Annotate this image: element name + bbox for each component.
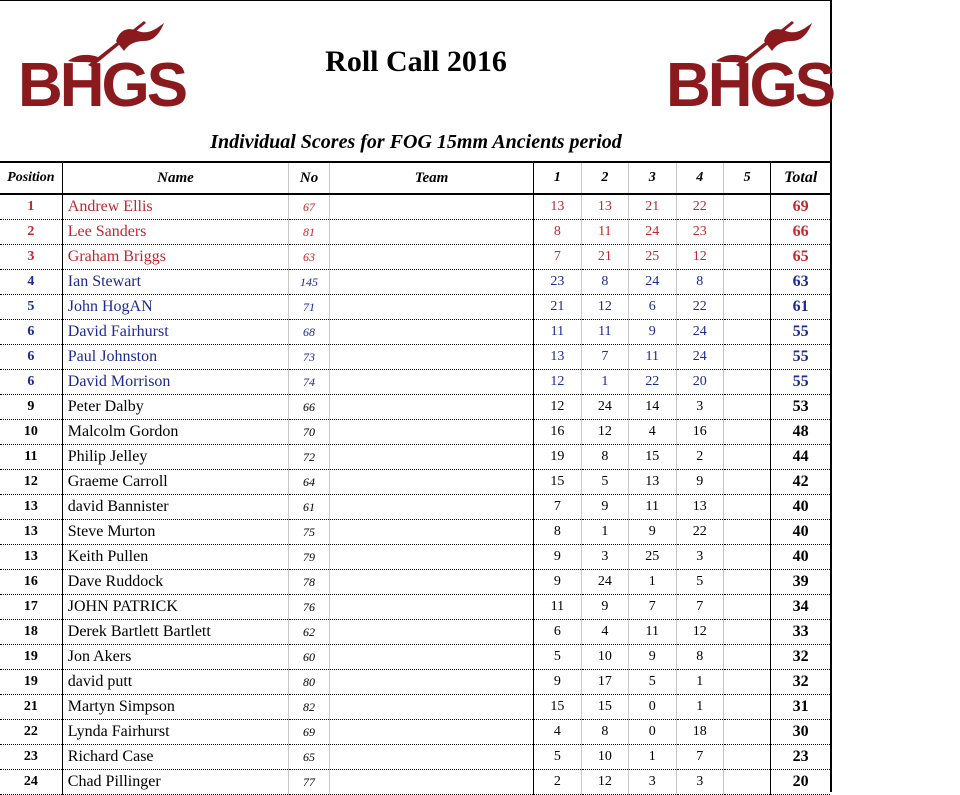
round-3-cell: 6 xyxy=(629,295,676,320)
round-2-cell: 8 xyxy=(581,720,628,745)
round-1-cell: 6 xyxy=(534,620,581,645)
team-cell xyxy=(329,220,533,245)
round-4-cell: 24 xyxy=(676,320,723,345)
col-position: Position xyxy=(0,162,62,194)
round-2-cell: 12 xyxy=(581,295,628,320)
total-cell: 65 xyxy=(771,245,830,270)
table-row xyxy=(0,770,830,795)
round-1-cell: 15 xyxy=(534,695,581,720)
player-no-cell: 72 xyxy=(289,445,330,470)
team-cell xyxy=(329,495,533,520)
round-1-cell: 19 xyxy=(534,445,581,470)
round-5-cell xyxy=(724,270,771,295)
round-5-cell xyxy=(724,770,771,795)
position-cell: 23 xyxy=(0,745,62,770)
round-3-cell: 11 xyxy=(629,620,676,645)
table-row xyxy=(0,370,830,395)
position-cell: 2 xyxy=(0,220,62,245)
table-row xyxy=(0,470,830,495)
table-row xyxy=(0,320,830,345)
team-cell xyxy=(329,345,533,370)
round-4-cell: 13 xyxy=(676,495,723,520)
player-no-cell: 81 xyxy=(289,220,330,245)
table-row xyxy=(0,720,830,745)
name-cell: Ian Stewart xyxy=(62,270,288,295)
round-5-cell xyxy=(724,370,771,395)
round-3-cell: 4 xyxy=(629,420,676,445)
position-cell: 21 xyxy=(0,695,62,720)
name-cell: John HogAN xyxy=(62,295,288,320)
round-3-cell: 24 xyxy=(629,220,676,245)
col-round-1: 1 xyxy=(534,162,581,194)
round-5-cell xyxy=(724,645,771,670)
total-cell: 55 xyxy=(771,345,830,370)
round-4-cell: 23 xyxy=(676,220,723,245)
round-1-cell: 15 xyxy=(534,470,581,495)
table-row xyxy=(0,745,830,770)
round-1-cell: 5 xyxy=(534,645,581,670)
player-no-cell: 76 xyxy=(289,595,330,620)
table-row xyxy=(0,520,830,545)
round-4-cell: 1 xyxy=(676,670,723,695)
round-4-cell: 5 xyxy=(676,570,723,595)
total-cell: 42 xyxy=(771,470,830,495)
round-5-cell xyxy=(724,395,771,420)
table-row xyxy=(0,270,830,295)
total-cell: 63 xyxy=(771,270,830,295)
table-row xyxy=(0,620,830,645)
round-5-cell xyxy=(724,245,771,270)
player-no-cell: 66 xyxy=(289,395,330,420)
team-cell xyxy=(329,645,533,670)
header-row xyxy=(0,162,830,194)
name-cell: david Bannister xyxy=(62,495,288,520)
position-cell: 4 xyxy=(0,270,62,295)
name-cell: David Morrison xyxy=(62,370,288,395)
player-no-cell: 67 xyxy=(289,194,330,220)
player-no-cell: 80 xyxy=(289,670,330,695)
round-2-cell: 7 xyxy=(581,345,628,370)
round-3-cell: 9 xyxy=(629,520,676,545)
col-round-5: 5 xyxy=(724,162,771,194)
name-cell: Lynda Fairhurst xyxy=(62,720,288,745)
round-4-cell: 8 xyxy=(676,645,723,670)
round-5-cell xyxy=(724,445,771,470)
round-2-cell: 3 xyxy=(581,545,628,570)
table-row xyxy=(0,345,830,370)
table-row xyxy=(0,595,830,620)
player-no-cell: 68 xyxy=(289,320,330,345)
round-1-cell: 8 xyxy=(534,220,581,245)
round-1-cell: 12 xyxy=(534,395,581,420)
scores-table xyxy=(0,161,830,795)
player-no-cell: 73 xyxy=(289,345,330,370)
round-2-cell: 12 xyxy=(581,770,628,795)
total-cell: 55 xyxy=(771,370,830,395)
round-5-cell xyxy=(724,570,771,595)
position-cell: 6 xyxy=(0,320,62,345)
team-cell xyxy=(329,720,533,745)
position-cell: 22 xyxy=(0,720,62,745)
total-cell: 61 xyxy=(771,295,830,320)
position-cell: 1 xyxy=(0,194,62,220)
logo-text: BHGS xyxy=(666,51,834,120)
round-1-cell: 23 xyxy=(534,270,581,295)
table-row xyxy=(0,670,830,695)
total-cell: 34 xyxy=(771,595,830,620)
round-5-cell xyxy=(724,194,771,220)
round-2-cell: 9 xyxy=(581,495,628,520)
total-cell: 44 xyxy=(771,445,830,470)
table-row xyxy=(0,445,830,470)
team-cell xyxy=(329,420,533,445)
round-5-cell xyxy=(724,720,771,745)
round-1-cell: 9 xyxy=(534,570,581,595)
player-no-cell: 79 xyxy=(289,545,330,570)
name-cell: Dave Ruddock xyxy=(62,570,288,595)
round-4-cell: 12 xyxy=(676,245,723,270)
total-cell: 48 xyxy=(771,420,830,445)
round-2-cell: 13 xyxy=(581,194,628,220)
round-2-cell: 24 xyxy=(581,570,628,595)
position-cell: 13 xyxy=(0,495,62,520)
position-cell: 16 xyxy=(0,570,62,595)
col-round-2: 2 xyxy=(581,162,628,194)
name-cell: Graeme Carroll xyxy=(62,470,288,495)
name-cell: Graham Briggs xyxy=(62,245,288,270)
team-cell xyxy=(329,295,533,320)
round-5-cell xyxy=(724,520,771,545)
round-3-cell: 5 xyxy=(629,670,676,695)
round-3-cell: 13 xyxy=(629,470,676,495)
name-cell: Steve Murton xyxy=(62,520,288,545)
round-5-cell xyxy=(724,620,771,645)
total-cell: 55 xyxy=(771,320,830,345)
round-1-cell: 5 xyxy=(534,745,581,770)
round-3-cell: 11 xyxy=(629,345,676,370)
total-cell: 40 xyxy=(771,495,830,520)
name-cell: Keith Pullen xyxy=(62,545,288,570)
round-1-cell: 21 xyxy=(534,295,581,320)
name-cell: Lee Sanders xyxy=(62,220,288,245)
player-no-cell: 74 xyxy=(289,370,330,395)
player-no-cell: 61 xyxy=(289,495,330,520)
total-cell: 30 xyxy=(771,720,830,745)
total-cell: 33 xyxy=(771,620,830,645)
round-3-cell: 15 xyxy=(629,445,676,470)
round-3-cell: 0 xyxy=(629,695,676,720)
round-2-cell: 8 xyxy=(581,445,628,470)
team-cell xyxy=(329,620,533,645)
round-4-cell: 18 xyxy=(676,720,723,745)
round-1-cell: 4 xyxy=(534,720,581,745)
table-row xyxy=(0,695,830,720)
position-cell: 6 xyxy=(0,345,62,370)
round-1-cell: 12 xyxy=(534,370,581,395)
round-4-cell: 16 xyxy=(676,420,723,445)
round-3-cell: 22 xyxy=(629,370,676,395)
position-cell: 9 xyxy=(0,395,62,420)
round-4-cell: 22 xyxy=(676,295,723,320)
name-cell: Martyn Simpson xyxy=(62,695,288,720)
player-no-cell: 145 xyxy=(289,270,330,295)
round-2-cell: 9 xyxy=(581,595,628,620)
team-cell xyxy=(329,194,533,220)
player-no-cell: 60 xyxy=(289,645,330,670)
name-cell: Paul Johnston xyxy=(62,345,288,370)
table-row xyxy=(0,220,830,245)
round-1-cell: 7 xyxy=(534,245,581,270)
round-3-cell: 25 xyxy=(629,545,676,570)
round-3-cell: 21 xyxy=(629,194,676,220)
round-2-cell: 12 xyxy=(581,420,628,445)
name-cell: Peter Dalby xyxy=(62,395,288,420)
scores-body xyxy=(0,194,830,795)
round-5-cell xyxy=(724,595,771,620)
player-no-cell: 71 xyxy=(289,295,330,320)
team-cell xyxy=(329,670,533,695)
round-2-cell: 4 xyxy=(581,620,628,645)
round-4-cell: 1 xyxy=(676,695,723,720)
round-5-cell xyxy=(724,495,771,520)
total-cell: 23 xyxy=(771,745,830,770)
round-1-cell: 16 xyxy=(534,420,581,445)
player-no-cell: 70 xyxy=(289,420,330,445)
position-cell: 13 xyxy=(0,520,62,545)
player-no-cell: 64 xyxy=(289,470,330,495)
position-cell: 5 xyxy=(0,295,62,320)
position-cell: 6 xyxy=(0,370,62,395)
round-5-cell xyxy=(724,220,771,245)
round-4-cell: 24 xyxy=(676,345,723,370)
table-row xyxy=(0,194,830,220)
round-2-cell: 10 xyxy=(581,745,628,770)
team-cell xyxy=(329,570,533,595)
team-cell xyxy=(329,520,533,545)
name-cell: Derek Bartlett Bartlett xyxy=(62,620,288,645)
team-cell xyxy=(329,370,533,395)
position-cell: 11 xyxy=(0,445,62,470)
team-cell xyxy=(329,395,533,420)
round-4-cell: 12 xyxy=(676,620,723,645)
player-no-cell: 62 xyxy=(289,620,330,645)
round-2-cell: 21 xyxy=(581,245,628,270)
round-1-cell: 11 xyxy=(534,320,581,345)
round-5-cell xyxy=(724,345,771,370)
total-cell: 53 xyxy=(771,395,830,420)
round-2-cell: 24 xyxy=(581,395,628,420)
round-2-cell: 17 xyxy=(581,670,628,695)
team-cell xyxy=(329,770,533,795)
table-row xyxy=(0,545,830,570)
name-cell: Chad Pillinger xyxy=(62,770,288,795)
round-3-cell: 3 xyxy=(629,770,676,795)
team-cell xyxy=(329,320,533,345)
round-4-cell: 7 xyxy=(676,745,723,770)
table-row xyxy=(0,295,830,320)
round-5-cell xyxy=(724,545,771,570)
round-4-cell: 3 xyxy=(676,545,723,570)
round-5-cell xyxy=(724,695,771,720)
page-title: Roll Call 2016 xyxy=(325,45,507,78)
team-cell xyxy=(329,270,533,295)
total-cell: 32 xyxy=(771,670,830,695)
total-cell: 40 xyxy=(771,520,830,545)
round-4-cell: 3 xyxy=(676,770,723,795)
round-3-cell: 14 xyxy=(629,395,676,420)
team-cell xyxy=(329,470,533,495)
round-2-cell: 15 xyxy=(581,695,628,720)
total-cell: 32 xyxy=(771,645,830,670)
round-1-cell: 13 xyxy=(534,194,581,220)
round-4-cell: 7 xyxy=(676,595,723,620)
name-cell: david putt xyxy=(62,670,288,695)
round-3-cell: 7 xyxy=(629,595,676,620)
round-1-cell: 7 xyxy=(534,495,581,520)
col-total: Total xyxy=(771,162,830,194)
player-no-cell: 75 xyxy=(289,520,330,545)
position-cell: 19 xyxy=(0,670,62,695)
total-cell: 40 xyxy=(771,545,830,570)
name-cell: Andrew Ellis xyxy=(62,194,288,220)
round-3-cell: 9 xyxy=(629,320,676,345)
round-2-cell: 5 xyxy=(581,470,628,495)
round-4-cell: 2 xyxy=(676,445,723,470)
position-cell: 17 xyxy=(0,595,62,620)
round-4-cell: 9 xyxy=(676,470,723,495)
round-2-cell: 1 xyxy=(581,520,628,545)
round-1-cell: 8 xyxy=(534,520,581,545)
col-team: Team xyxy=(329,162,533,194)
total-cell: 66 xyxy=(771,220,830,245)
team-cell xyxy=(329,595,533,620)
col-round-4: 4 xyxy=(676,162,723,194)
round-1-cell: 9 xyxy=(534,670,581,695)
table-row xyxy=(0,245,830,270)
position-cell: 10 xyxy=(0,420,62,445)
position-cell: 24 xyxy=(0,770,62,795)
page-subtitle: Individual Scores for FOG 15mm Ancients period xyxy=(210,131,622,153)
total-cell: 69 xyxy=(771,194,830,220)
name-cell: Malcolm Gordon xyxy=(62,420,288,445)
round-1-cell: 11 xyxy=(534,595,581,620)
round-2-cell: 8 xyxy=(581,270,628,295)
round-5-cell xyxy=(724,745,771,770)
round-4-cell: 22 xyxy=(676,194,723,220)
total-cell: 31 xyxy=(771,695,830,720)
round-2-cell: 10 xyxy=(581,645,628,670)
round-1-cell: 9 xyxy=(534,545,581,570)
round-2-cell: 11 xyxy=(581,320,628,345)
round-4-cell: 20 xyxy=(676,370,723,395)
team-cell xyxy=(329,445,533,470)
table-row xyxy=(0,495,830,520)
player-no-cell: 77 xyxy=(289,770,330,795)
round-3-cell: 1 xyxy=(629,745,676,770)
col-no: No xyxy=(289,162,330,194)
round-4-cell: 8 xyxy=(676,270,723,295)
col-round-3: 3 xyxy=(629,162,676,194)
round-2-cell: 1 xyxy=(581,370,628,395)
position-cell: 12 xyxy=(0,470,62,495)
round-5-cell xyxy=(724,470,771,495)
total-cell: 20 xyxy=(771,770,830,795)
position-cell: 18 xyxy=(0,620,62,645)
table-row xyxy=(0,420,830,445)
round-2-cell: 11 xyxy=(581,220,628,245)
table-row xyxy=(0,645,830,670)
position-cell: 13 xyxy=(0,545,62,570)
round-3-cell: 0 xyxy=(629,720,676,745)
name-cell: David Fairhurst xyxy=(62,320,288,345)
round-5-cell xyxy=(724,420,771,445)
round-3-cell: 9 xyxy=(629,645,676,670)
name-cell: JOHN PATRICK xyxy=(62,595,288,620)
round-3-cell: 25 xyxy=(629,245,676,270)
round-3-cell: 1 xyxy=(629,570,676,595)
team-cell xyxy=(329,695,533,720)
position-cell: 3 xyxy=(0,245,62,270)
round-5-cell xyxy=(724,670,771,695)
player-no-cell: 69 xyxy=(289,720,330,745)
player-no-cell: 82 xyxy=(289,695,330,720)
table-row xyxy=(0,395,830,420)
position-cell: 19 xyxy=(0,645,62,670)
round-4-cell: 22 xyxy=(676,520,723,545)
round-3-cell: 24 xyxy=(629,270,676,295)
name-cell: Philip Jelley xyxy=(62,445,288,470)
total-cell: 39 xyxy=(771,570,830,595)
round-3-cell: 11 xyxy=(629,495,676,520)
round-5-cell xyxy=(724,295,771,320)
round-1-cell: 13 xyxy=(534,345,581,370)
player-no-cell: 63 xyxy=(289,245,330,270)
round-5-cell xyxy=(724,320,771,345)
player-no-cell: 65 xyxy=(289,745,330,770)
player-no-cell: 78 xyxy=(289,570,330,595)
table-row xyxy=(0,570,830,595)
round-4-cell: 3 xyxy=(676,395,723,420)
name-cell: Jon Akers xyxy=(62,645,288,670)
team-cell xyxy=(329,545,533,570)
logo-text: BHGS xyxy=(18,51,186,120)
name-cell: Richard Case xyxy=(62,745,288,770)
team-cell xyxy=(329,245,533,270)
round-1-cell: 2 xyxy=(534,770,581,795)
team-cell xyxy=(329,745,533,770)
col-name: Name xyxy=(62,162,288,194)
